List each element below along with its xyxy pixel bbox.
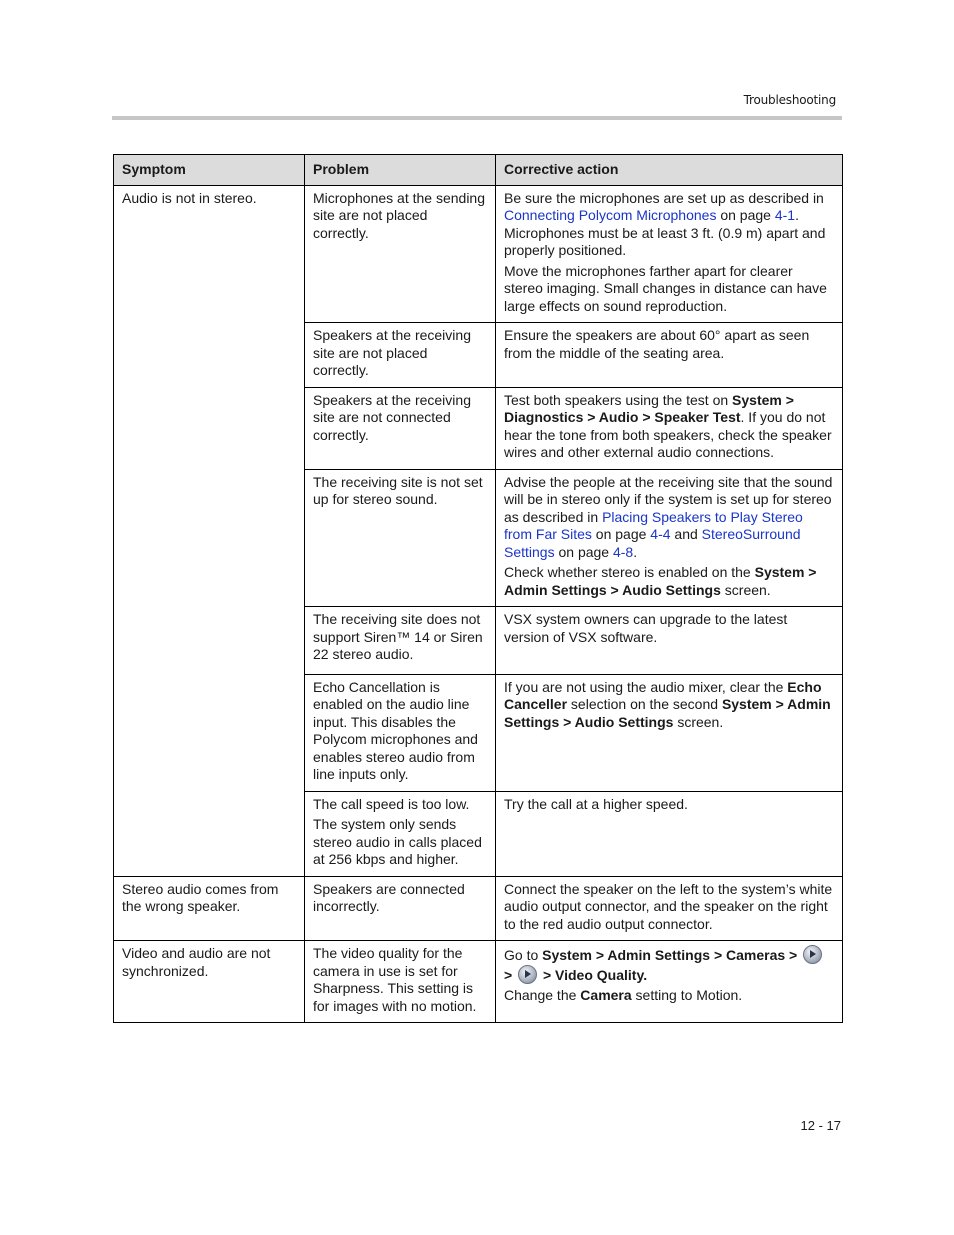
symptom-cell [114, 941, 305, 1023]
symptom-text: Video and audio are not synchronized. [122, 945, 271, 979]
symptom-text: Stereo audio comes from the wrong speaker. [122, 880, 279, 914]
action-text-part: . Microphones must be at least 3 ft. (0.9 m) apart and properly positioned. [504, 207, 826, 258]
table-row [114, 941, 843, 1023]
problem-text: The receiving site is not set up for stereo sound. [313, 473, 483, 507]
next-page-icon [803, 945, 822, 964]
problem-cell [305, 185, 496, 323]
setting-name: Camera [580, 987, 632, 1003]
page-number: 12 - 17 [800, 1118, 841, 1133]
action-text-part: Advise the people at the receiving site that the sound will be in stereo only if the system is set up for stereo as described in [504, 473, 833, 525]
link-stereosurround-settings[interactable]: StereoSurround Settings [504, 526, 801, 560]
problem-cell [305, 323, 496, 388]
problem-text: Microphones at the sending site are not placed correctly. [313, 189, 485, 241]
action-text [504, 474, 834, 562]
problem-text: Speakers at the receiving site are not placed correctly. [313, 327, 471, 378]
problem-text: The system only sends stereo audio in calls placed at 256 kbps and higher. [313, 816, 482, 867]
action-text [504, 945, 834, 984]
header-rule [112, 116, 842, 120]
problem-cell [305, 469, 496, 607]
action-text [504, 190, 834, 260]
link-connecting-polycom-microphones[interactable]: Connecting Polycom Microphones [504, 207, 717, 223]
action-cell [496, 791, 843, 876]
action-text: Connect the speaker on the left to the system’s white audio output connector, and the speaker on the right to the red audio output connector. [504, 880, 833, 932]
problem-text: Speakers at the receiving site are not connected correctly. [313, 391, 471, 443]
action-text-part: screen. [673, 713, 724, 730]
action-text-part: on page [554, 543, 613, 560]
action-text: Try the call at a higher speed. [504, 795, 688, 812]
action-text-part: screen. [720, 581, 771, 598]
problem-text: Speakers are connected incorrectly. [313, 880, 465, 914]
problem-text: The receiving site does not support Siren™ 14 or Siren 22 stereo audio. [313, 611, 483, 662]
action-cell [496, 674, 843, 791]
action-cell [496, 323, 843, 388]
problem-text: The call speed is too low. [313, 795, 470, 812]
symptom-cell [114, 185, 305, 876]
action-text-part: Go to [504, 947, 543, 963]
link-placing-speakers[interactable]: Placing Speakers to Play Stereo from Far Sites [504, 508, 803, 542]
symptom-text: Audio is not in stereo. [122, 189, 257, 206]
action-text: Ensure the speakers are about 60° apart as seen from the middle of the seating area. [504, 327, 810, 361]
action-cell [496, 469, 843, 607]
action-cell [496, 387, 843, 469]
action-cell [496, 941, 843, 1023]
menu-path: System > Diagnostics > Audio > Speaker Test [504, 391, 794, 425]
problem-cell [305, 791, 496, 876]
troubleshooting-table [113, 154, 843, 1023]
table-row [114, 876, 843, 941]
problem-text: Echo Cancellation is enabled on the audio line input. This disables the Polycom microphones and enables stereo audio from line inputs only. [313, 678, 478, 782]
action-text: Move the microphones farther apart for clearer stereo imaging. Small changes in distance can have large effects on sound reproduction. [504, 262, 827, 314]
action-text-part: Test both speakers using the test on [504, 391, 733, 408]
menu-path: System > Admin Settings > Audio Settings [504, 564, 817, 598]
action-text-part: setting to Motion. [631, 987, 743, 1003]
action-text-part: Check whether stereo is enabled on the [504, 564, 755, 580]
problem-text: The video quality for the camera in use is set for Sharpness. This setting is for images with no motion. [313, 945, 477, 1014]
action-text [504, 987, 834, 1005]
action-text-part: . If you do not hear the tone from both speakers, check the speaker wires and other external audio connections. [504, 409, 832, 460]
action-text [504, 564, 834, 599]
running-header: Troubleshooting [743, 93, 836, 107]
table-header-row [114, 155, 843, 186]
action-text-part: and [670, 526, 702, 542]
problem-cell [305, 607, 496, 675]
link-page-4-4[interactable]: 4-4 [650, 526, 671, 542]
column-header-corrective-action: Corrective action [496, 155, 843, 186]
problem-cell [305, 941, 496, 1023]
action-text: VSX system owners can upgrade to the latest version of VSX software. [504, 611, 788, 645]
column-header-symptom: Symptom [114, 155, 305, 186]
menu-path: System > Admin Settings > Cameras > [542, 947, 802, 963]
symptom-cell [114, 876, 305, 941]
action-text-part: selection on the second [567, 696, 722, 712]
link-page-4-8[interactable]: 4-8 [612, 543, 634, 560]
column-header-problem: Problem [305, 155, 496, 186]
action-text-part: on page [591, 526, 651, 542]
table-row [114, 185, 843, 323]
menu-path: System > Admin Settings > Audio Settings [504, 696, 831, 730]
menu-path: > Video Quality. [539, 966, 648, 983]
problem-cell [305, 876, 496, 941]
setting-name: Echo Canceller [504, 678, 822, 712]
action-cell [496, 876, 843, 941]
action-cell [496, 607, 843, 675]
action-text-part: Be sure the microphones are set up as described in [504, 189, 824, 206]
action-cell [496, 185, 843, 323]
link-page-4-1[interactable]: 4-1 [774, 207, 796, 223]
action-text-part: . [633, 543, 638, 560]
action-text-part: on page [716, 207, 775, 223]
action-text-part: If you are not using the audio mixer, clear the [504, 678, 788, 695]
action-text [504, 679, 834, 732]
menu-path: > [504, 966, 517, 983]
action-text [504, 392, 834, 462]
problem-cell [305, 387, 496, 469]
next-page-icon [518, 965, 537, 984]
action-text-part: Change the [504, 987, 581, 1003]
problem-cell [305, 674, 496, 791]
